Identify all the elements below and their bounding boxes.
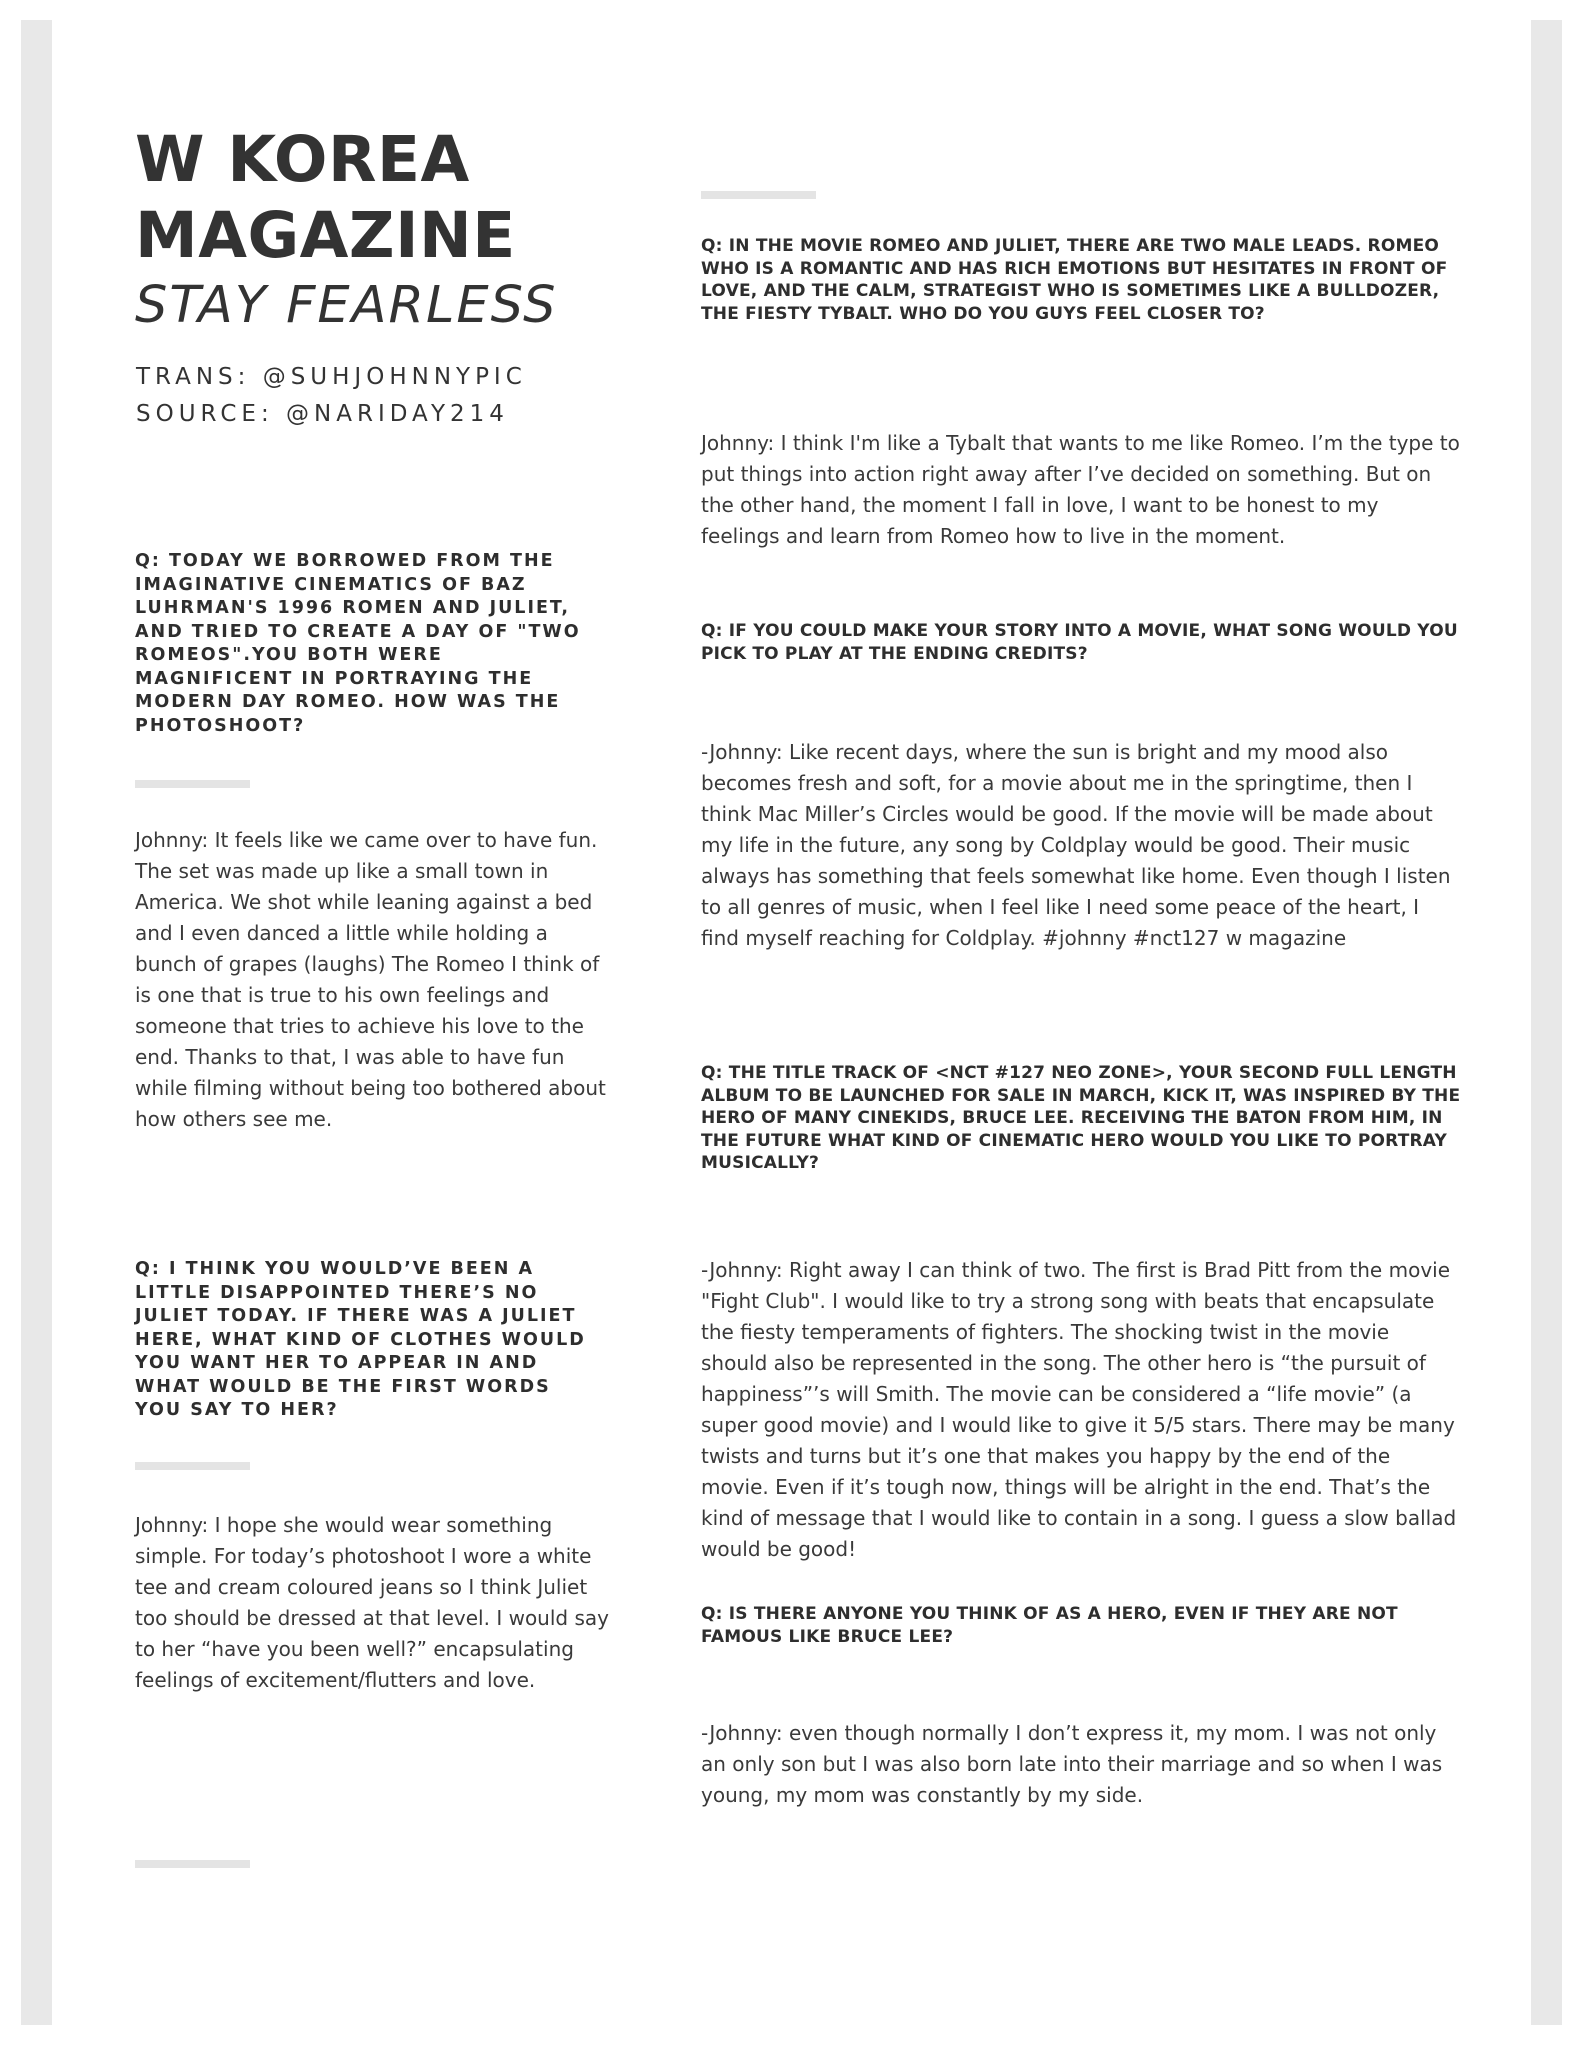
left-margin-bar bbox=[21, 20, 52, 2025]
right-answer-3: -Johnny: Right away I can think of two. The first is Brad Pitt from the movie "Fight Club". I would like to try a strong song with beats that encapsulate the fiesty temperaments of fighters. The shocking twist in the movie should also be represented in the song. The other hero is “the pursuit of happiness”’s will Smith. The movie can be considered a “life movie” (a super good movie) and I would like to give it 5/5 stars. There may be many twists and turns but it’s one that makes you happy by the end of the movie. Even if it’s tough now, things will be alright in the end. That’s the kind of message that I would like to contain in a song. I guess a slow ballad would be good! bbox=[701, 1258, 1457, 1561]
right-question-3: Q: THE TITLE TRACK OF <NCT #127 NEO ZONE>, YOUR SECOND FULL LENGTH ALBUM TO BE LAUNCHED FOR SALE IN MARCH, KICK IT, WAS INSPIRED BY THE HERO OF MANY CINEKIDS, BRUCE LEE. RECEIVING THE BATON FROM HIM, IN THE FUTURE WHAT KIND OF CINEMATIC HERO WOULD YOU LIKE TO PORTRAY MUSICALLY? bbox=[701, 1063, 1461, 1173]
divider bbox=[135, 780, 250, 788]
source-credit: SOURCE: @NARIDAY214 bbox=[136, 401, 509, 427]
divider bbox=[135, 1860, 250, 1868]
left-question-1: Q: TODAY WE BORROWED FROM THE IMAGINATIVE CINEMATICS OF BAZ LUHRMAN'S 1996 ROMEN AND JULIET, AND TRIED TO CREATE A DAY OF "TWO ROMEOS".YOU BOTH WERE MAGNIFICENT IN PORTRAYING THE MODERN DAY ROMEO. HOW WAS THE PHOTOSHOOT? bbox=[135, 551, 581, 736]
right-answer-2: -Johnny: Like recent days, where the sun is bright and my mood also becomes fresh and soft, for a movie about me in the springtime, then I think Mac Miller’s Circles would be good. If the movie will be made about my life in the future, any song by Coldplay would be good. Their music always has something that feels somewhat like home. Even though I listen to all genres of music, when I feel like I need some peace of the heart, I find myself reaching for Coldplay. #johnny #nct127 w magazine bbox=[701, 740, 1451, 950]
divider bbox=[701, 191, 816, 199]
title-line-1: W KOREA bbox=[135, 123, 470, 196]
right-margin-bar bbox=[1531, 20, 1562, 2025]
right-answer-1: Johnny: I think I'm like a Tybalt that wants to me like Romeo. I’m the type to put things into action right away after I’ve decided on something. But on the other hand, the moment I fall in love, I want to be honest to my feelings and learn from Romeo how to live in the moment. bbox=[701, 431, 1460, 548]
left-question-2: Q: I THINK YOU WOULD’VE BEEN A LITTLE DISAPPOINTED THERE’S NO JULIET TODAY. IF THERE WAS A JULIET HERE, WHAT KIND OF CLOTHES WOULD YOU WANT HER TO APPEAR IN AND WHAT WOULD BE THE FIRST WORDS YOU SAY TO HER? bbox=[135, 1259, 586, 1420]
right-question-4: Q: IS THERE ANYONE YOU THINK OF AS A HERO, EVEN IF THEY ARE NOT FAMOUS LIKE BRUCE LEE? bbox=[701, 1604, 1398, 1647]
translator-credit: TRANS: @SUHJOHNNYPIC bbox=[136, 364, 527, 390]
right-question-2: Q: IF YOU COULD MAKE YOUR STORY INTO A MOVIE, WHAT SONG WOULD YOU PICK TO PLAY AT THE ENDING CREDITS? bbox=[701, 621, 1458, 664]
right-question-1: Q: IN THE MOVIE ROMEO AND JULIET, THERE ARE TWO MALE LEADS. ROMEO WHO IS A ROMANTIC AND HAS RICH EMOTIONS BUT HESITATES IN FRONT OF LOVE, AND THE CALM, STRATEGIST WHO IS SOMETIMES LIKE A BULLDOZER, THE FIESTY TYBALT. WHO DO YOU GUYS FEEL CLOSER TO? bbox=[701, 236, 1448, 324]
right-answer-4: -Johnny: even though normally I don’t express it, my mom. I was not only an only son but I was also born late into their marriage and so when I was young, my mom was constantly by my side. bbox=[701, 1721, 1443, 1807]
title-line-2: MAGAZINE bbox=[135, 199, 516, 272]
page-subtitle: STAY FEARLESS bbox=[135, 276, 558, 335]
left-answer-1: Johnny: It feels like we came over to have fun. The set was made up like a small town in America. We shot while leaning against a bed and I even danced a little while holding a bunch of grapes (laughs) The Romeo I think of is one that is true to his own feelings and someone that tries to achieve his love to the end. Thanks to that, I was able to have fun while filming without being too bothered about how others see me. bbox=[135, 828, 606, 1131]
divider bbox=[135, 1462, 250, 1470]
left-answer-2: Johnny: I hope she would wear something simple. For today’s photoshoot I wore a white tee and cream coloured jeans so I think Juliet too should be dressed at that level. I would say to her “have you been well?” encapsulating feelings of excitement/flutters and love. bbox=[135, 1513, 609, 1692]
page-title bbox=[135, 122, 516, 274]
